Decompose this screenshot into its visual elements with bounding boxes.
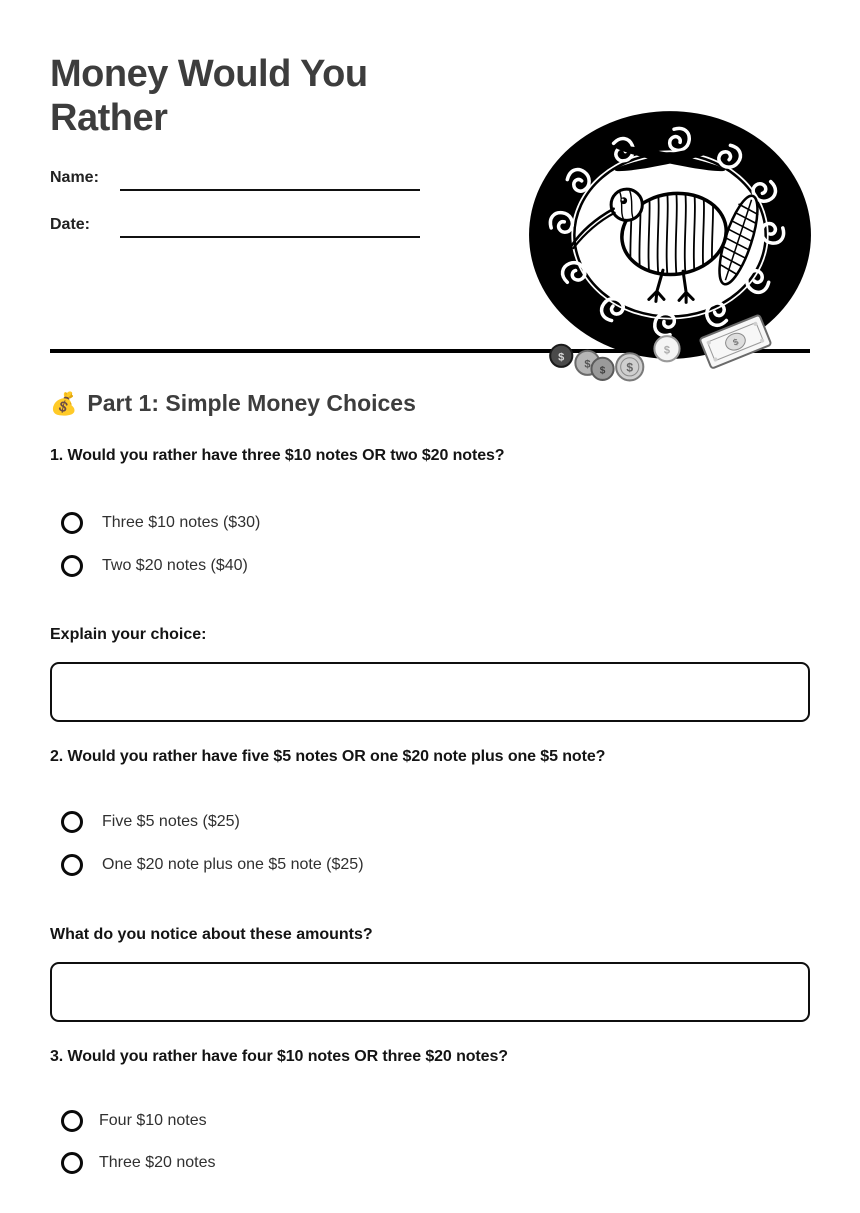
radio-button-icon[interactable] (61, 811, 83, 833)
radio-button-icon[interactable] (61, 512, 83, 534)
page-title: Money Would You Rather (50, 53, 368, 140)
question-3-text: 3. Would you rather have four $10 notes OR three $20 notes? (50, 1047, 508, 1065)
coin-icon (591, 358, 613, 380)
question-2-option-2[interactable] (50, 854, 810, 876)
radio-button-icon[interactable] (61, 1152, 83, 1174)
svg-text:$: $ (584, 358, 591, 371)
svg-text:$: $ (599, 365, 606, 377)
name-input[interactable] (120, 167, 420, 191)
option-label: Three $20 notes (99, 1153, 216, 1171)
coin-icon (616, 353, 643, 380)
section-title (50, 390, 810, 418)
kiwi-ornament-svg (523, 97, 815, 389)
radio-button-icon[interactable] (61, 854, 83, 876)
question-2-option-1[interactable] (50, 811, 810, 833)
worksheet-page (0, 52, 860, 1213)
radio-button-icon[interactable] (61, 1110, 83, 1132)
svg-text:$: $ (731, 336, 740, 348)
explain-choice-label: Explain your choice: (50, 625, 207, 643)
kiwi-ornament-illustration (523, 97, 815, 389)
svg-text:$: $ (558, 351, 565, 364)
svg-text:$: $ (626, 360, 634, 375)
explain-choice-answer-box[interactable] (50, 662, 810, 722)
coin-icon (654, 336, 679, 361)
option-label: One $20 note plus one $5 note ($25) (102, 855, 364, 873)
section-title-text: Part 1: Simple Money Choices (87, 390, 416, 417)
date-label: Date: (50, 215, 91, 233)
question-3-option-2[interactable] (50, 1152, 810, 1174)
date-input[interactable] (120, 214, 420, 238)
option-label: Four $10 notes (99, 1111, 207, 1129)
money-bag-icon: 💰 (50, 390, 78, 416)
question-2-text: 2. Would you rather have five $5 notes OR one $20 note plus one $5 note? (50, 747, 606, 765)
option-label: Five $5 notes ($25) (102, 812, 240, 830)
name-label: Name: (50, 168, 99, 186)
question-3-option-1[interactable] (50, 1110, 810, 1132)
question-1-option-1[interactable] (50, 512, 810, 534)
question-1-option-2[interactable] (50, 555, 810, 577)
question-1-text: 1. Would you rather have three $10 notes OR two $20 notes? (50, 446, 505, 464)
notice-amounts-label: What do you notice about these amounts? (50, 925, 373, 943)
notice-amounts-answer-box[interactable] (50, 962, 810, 1022)
radio-button-icon[interactable] (61, 555, 83, 577)
coin-icon (550, 345, 572, 367)
option-label: Two $20 notes ($40) (102, 556, 248, 574)
option-label: Three $10 notes ($30) (102, 513, 261, 531)
svg-text:$: $ (663, 344, 671, 357)
